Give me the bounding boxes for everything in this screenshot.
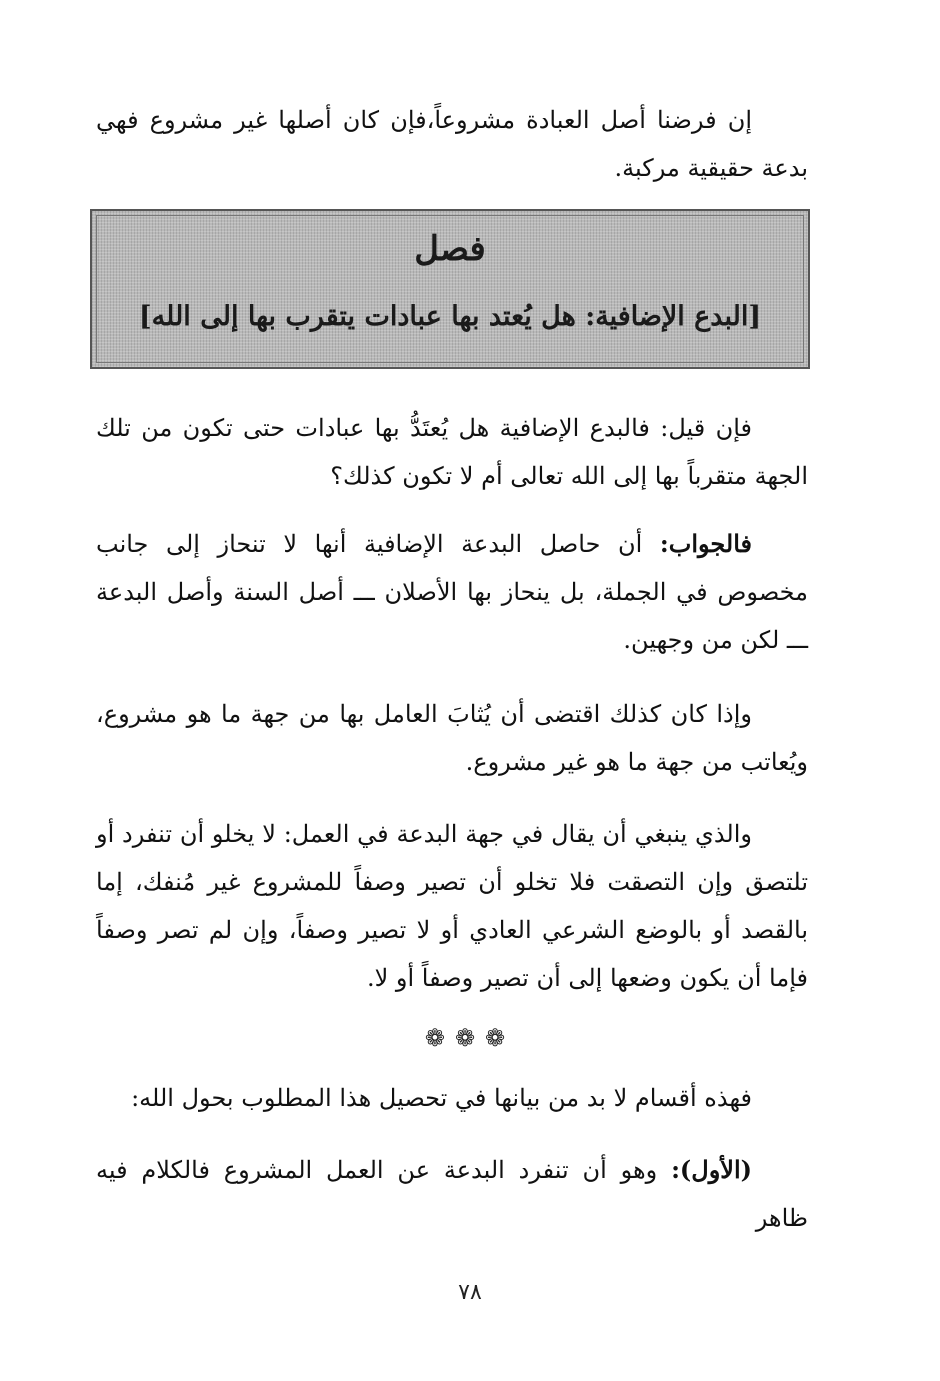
paragraph-question [96, 404, 808, 500]
section-header-box [90, 209, 810, 369]
paragraph-text: والذي ينبغي أن يقال في جهة البدعة في العمل: لا يخلو أن تنفرد أو تلتصق وإن التصقت فلا تخلو أن تصير وصفاً للمشروع غير مُنفك، إما بالقصد أو بالوضع الشرعي العادي أو لا تصير وصفاً، وإن لم تصر وصفاً فإما أن يكون وضعها إلى أن تصير وصفاً أو لا. [96, 820, 808, 992]
paragraph-continuation [96, 96, 808, 192]
page-number: ٧٨ [458, 1280, 482, 1305]
paragraph-text [96, 520, 808, 664]
first-section-text: وهو أن تنفرد البدعة عن العمل المشروع فالكلام فيه ظاهر [96, 1156, 808, 1232]
answer-text: أن حاصل البدعة الإضافية أنها لا تنحاز إلى جانب مخصوص في الجملة، بل ينحاز بها الأصلان ـــ أصل السنة وأصل البدعة ـــ لكن من وجهين. [96, 530, 808, 654]
answer-label: فالجواب: [659, 529, 752, 558]
paragraph-text: إن فرضنا أصل العبادة مشروعاً،فإن كان أصلها غير مشروع فهي بدعة حقيقية مركبة. [96, 106, 808, 182]
section-title: فصل [414, 229, 486, 269]
paragraph-division [96, 810, 808, 1002]
paragraph-answer [96, 520, 808, 664]
section-subtitle: [البدع الإضافية: هل يُعتد بها عبادات يتقرب بها إلى الله] [138, 301, 762, 332]
paragraph-reward [96, 690, 808, 786]
paragraph-text: وإذا كان كذلك اقتضى أن يُثابَ العامل بها من جهة ما هو مشروع، ويُعاتب من جهة ما هو غير مشروع. [96, 700, 808, 776]
paragraph-sections-intro [96, 1074, 808, 1122]
paragraph-text: فهذه أقسام لا بد من بيانها في تحصيل هذا المطلوب بحول الله: [131, 1084, 752, 1112]
ornament-divider: ❁❁❁ [424, 1024, 516, 1052]
paragraph-text [96, 1146, 808, 1242]
paragraph-text: فإن قيل: فالبدع الإضافية هل يُعتَدُّ بها عبادات حتى تكون من تلك الجهة متقرباً بها إلى الله تعالى أم لا تكون كذلك؟ [96, 414, 808, 490]
first-section-label: (الأول): [671, 1155, 753, 1184]
paragraph-first-section [96, 1146, 808, 1242]
